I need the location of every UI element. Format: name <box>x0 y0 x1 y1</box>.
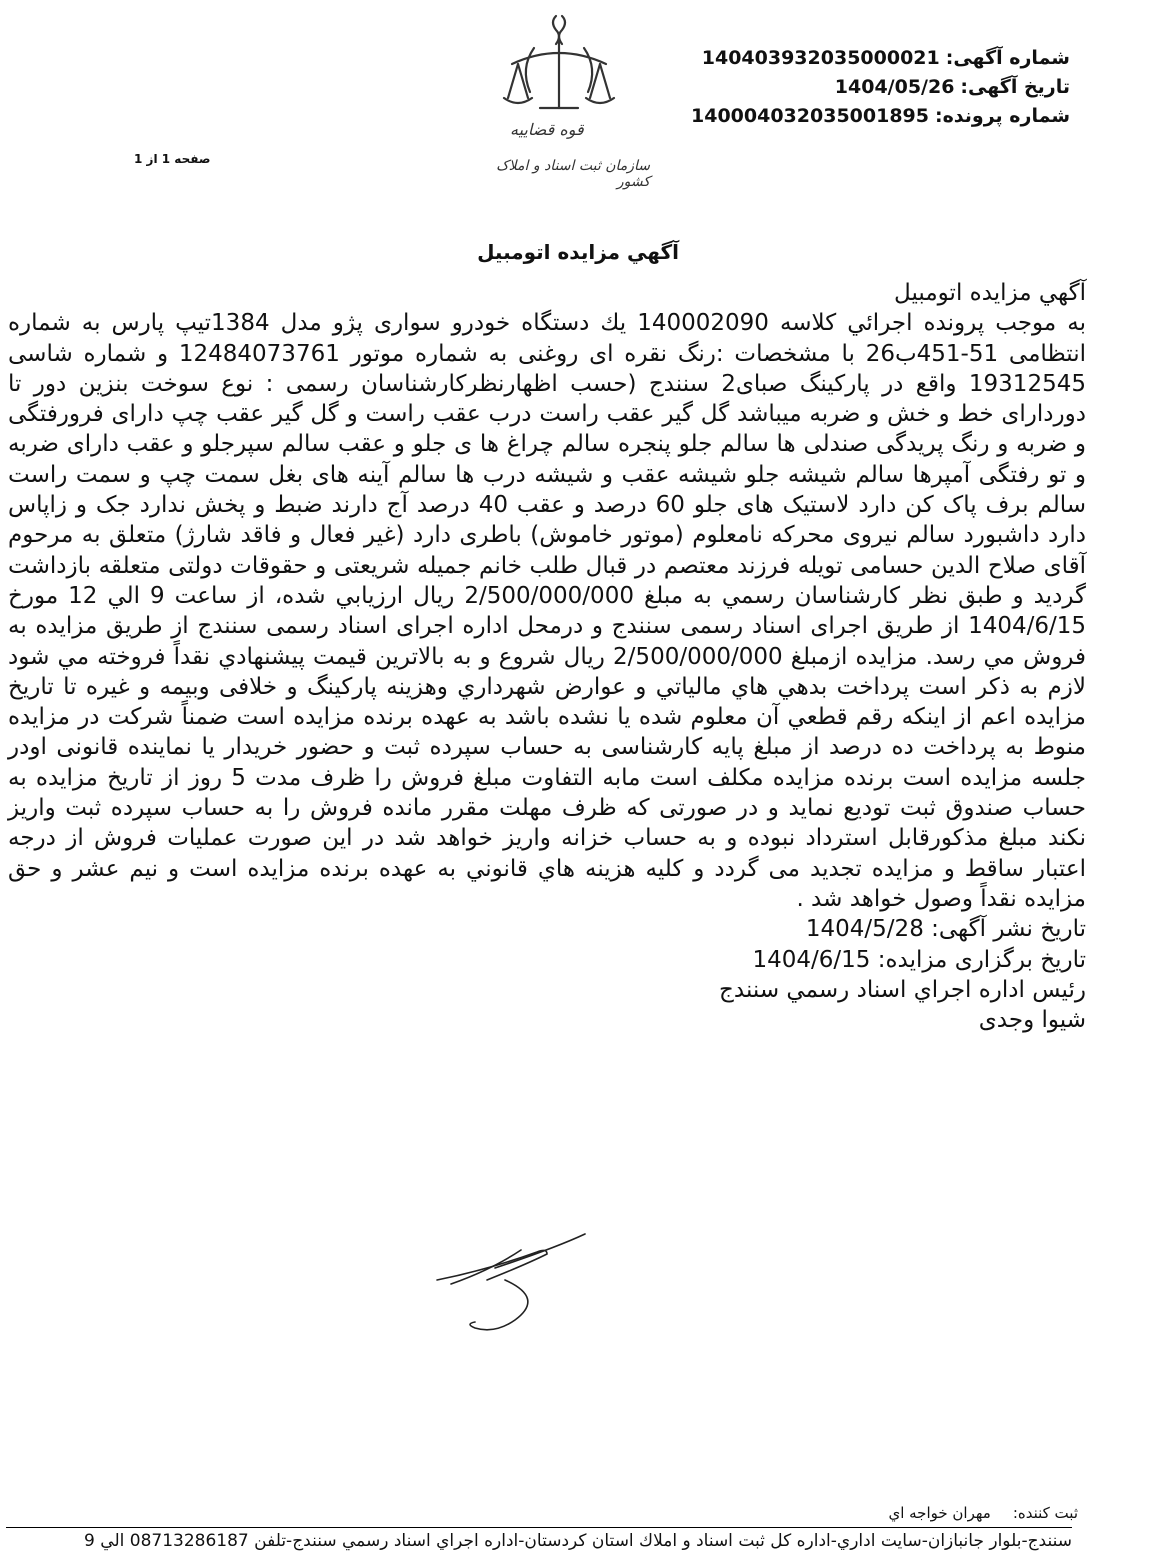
handwritten-signature <box>425 1230 595 1340</box>
judiciary-emblem <box>470 8 650 198</box>
notice-title-line: آگهي مزايده اتومبيل <box>894 280 1086 306</box>
scales-of-justice-icon <box>470 8 650 128</box>
notice-text: به موجب پرونده اجرائي كلاسه 140002090 يك دستگاه خودرو سواری پژو مدل 1384تیپ پارس به شماره انتظامی 51-451ب26 با مشخصات :رنگ نقره ای روغنی به شماره موتور 12484073761 و شماره شاسی 19312545 واقع در پارکینگ صبای2 سنندج (حسب اظهارنظرکارشناسان رسمی : نوع سوخت بنزین دور تا دوردارای خط و خش و ضربه میباشد گل گیر عقب راست درب عقب راست و گل گیر عقب چپ دارای فرورفتگی و ضربه و رنگ پریدگی صندلی ها سالم جلو پنجره سالم چراغ ها ی جلو و عقب سالم سپرجلو و عقب دارای ضربه و تو رفتگی آمپرها سالم شیشه جلو شیشه عقب و شیشه درب ها سالم آینه های بغل سمت چپ و سمت راست سالم برف پاک کن دارد لاستیک های جلو 60 درصد و عقب 40 درصد آج دارند ضبط و پخش ندارد جک و زاپاس دارد داشبورد سالم نیروی محرکه نامعلوم (موتور خاموش) باطری دارد (غیر فعال و فاقد شارژ) متعلق به مرحوم آقای صلاح الدین حسامی تویله فرزند معتصم در قبال طلب خانم جمیله شریعتی و حقوقات دولتی متعلقه بازداشت گردید و طبق نظر كارشناسان رسمي به مبلغ 2/500/000/000 ريال ارزيابي شده، از ساعت 9 الي 12 مورخ 1404/6/15 از طريق اجرای اسناد رسمی سنندج و درمحل اداره اجرای اسناد رسمی سنندج از طريق مزايده به فروش مي رسد. مزايده ازمبلغ 2/500/000/000 ريال شروع و به بالاترين قيمت پيشنهادي نقداً فروخته مي شود لازم به ذكر است پرداخت بدهي هاي مالياتي و عوارض شهرداري وهزينه پاركينگ و خلافی وبيمه و غيره تا تاريخ مزايده اعم از اينكه رقم قطعي آن معلوم شده يا نشده باشد به عهده برنده مزايده است ضمناً شركت در مزايده منوط به پرداخت ده درصد از مبلغ پايه كارشناسی به حساب سپرده ثبت و حضور خريدار يا نماينده قانونی اودر جلسه مزايده است برنده مزايده مكلف است مابه التفاوت مبلغ فروش را ظرف مدت 5 روز از تاريخ مزايده به حساب صندوق ثبت توديع نمايد و در صورتی كه ظرف مهلت مقرر مانده فروش را به حساب سپرده ثبت واريز نكند مبلغ مذكورقابل استرداد نبوده و به حساب خزانه واريز خواهد شد در اين صورت عمليات فروش از درجه اعتبار ساقط و مزايده تجديد می گردد و كليه هزينه هاي قانوني به عهده برنده مزايده است و نيم عشر و حق مزايده نقداً وصول خواهد شد . <box>8 310 1087 912</box>
auction-date-line <box>8 945 1086 975</box>
notice-number: 140403932035000021 <box>701 47 940 69</box>
case-number-row <box>650 102 1070 131</box>
notice-date: 1404/05/26 <box>834 76 955 98</box>
notice-date-label: تاریخ آگهی: <box>960 76 1070 98</box>
footer-divider <box>6 1527 1072 1528</box>
case-number: 140004032035001895 <box>691 105 929 127</box>
judiciary-label: قوه قضاییه <box>510 120 584 139</box>
registrar-name: مهران خواجه اي <box>888 1504 991 1522</box>
document-heading: آگهي مزايده اتومبيل <box>477 240 679 264</box>
auction-date-label: تاريخ برگزاری مزايده: <box>877 946 1086 973</box>
registrar-label: ثبت کننده: <box>1012 1504 1078 1522</box>
registration-org-label: سازمان ثبت اسناد و املاک کشور <box>496 158 650 190</box>
notice-date-row <box>650 73 1070 102</box>
publish-date-line <box>8 914 1086 944</box>
registrar <box>888 1504 1078 1522</box>
auction-date: 1404/6/15 <box>752 946 871 973</box>
notice-body <box>8 278 1086 1035</box>
notice-meta <box>650 44 1070 131</box>
footer-address: سنندج-بلوار جانبازان-سایت اداري-اداره كل ثبت اسناد و املاك استان كردستان-اداره اجراي اسناد رسمي سنندج-تلفن 08713286187 الي 9 <box>84 1531 1072 1551</box>
page-number: صفحه 1 از 1 <box>134 152 211 166</box>
notice-number-label: شماره آگهی: <box>945 47 1070 69</box>
signer-title: رئيس اداره اجراي اسناد رسمي سنندج <box>719 976 1086 1003</box>
case-number-label: شماره پرونده: <box>934 105 1070 127</box>
publish-date-label: تاريخ نشر آگهی: <box>931 916 1086 943</box>
signer-name: شيوا وجدی <box>978 1007 1086 1034</box>
notice-number-row <box>650 44 1070 73</box>
publish-date: 1404/5/28 <box>805 916 924 943</box>
